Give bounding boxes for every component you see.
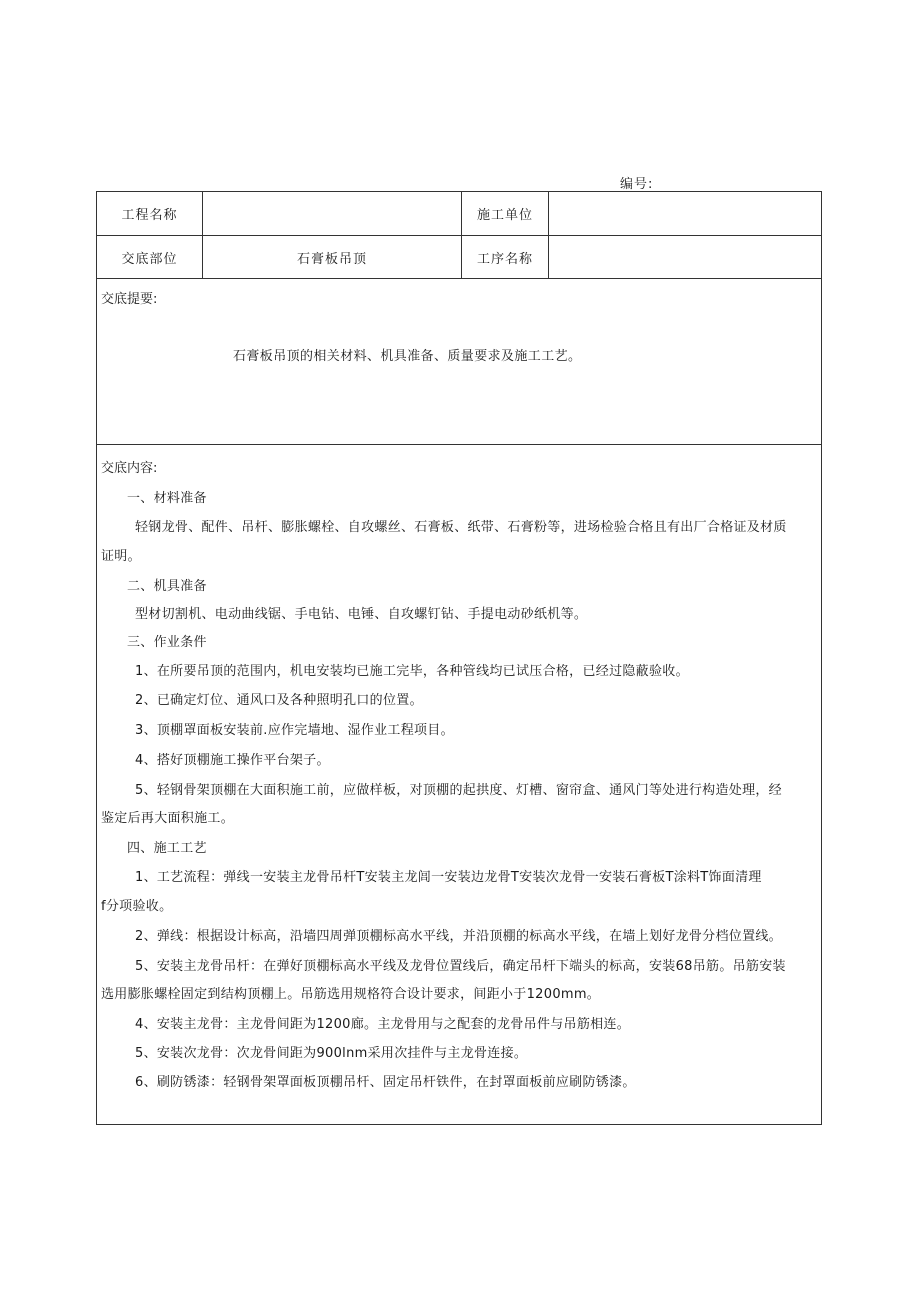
content-line: 4、搭好顶棚施工操作平台架子。 xyxy=(135,753,330,768)
content-line: 2、已确定灯位、通风口及各种照明孔口的位置。 xyxy=(135,693,423,708)
table-row-project xyxy=(97,192,821,236)
heading-tools: 二、机具准备 xyxy=(127,579,207,594)
content-line: 3、顶棚罩面板安装前.应作完墙地、湿作业工程项目。 xyxy=(135,723,454,738)
process-value xyxy=(549,236,823,278)
heading-process: 四、施工工艺 xyxy=(127,841,207,856)
disclosure-form xyxy=(96,191,822,1125)
heading-materials: 一、材料准备 xyxy=(127,491,207,506)
heading-conditions: 三、作业条件 xyxy=(127,635,207,650)
content-label: 交底内容: xyxy=(101,461,158,476)
content-section xyxy=(97,445,821,1125)
content-line: 6、刷防锈漆：轻钢骨架罩面板顶棚吊杆、固定吊杆铁件，在封罩面板前应刷防锈漆。 xyxy=(135,1075,636,1090)
table-row-part xyxy=(97,236,821,279)
content-line: 4、安装主龙骨：主龙骨间距为1200廊。主龙骨用与之配套的龙骨吊件与吊筋相连。 xyxy=(135,1017,631,1032)
summary-text: 石膏板吊顶的相关材料、机具准备、质量要求及施工工艺。 xyxy=(233,349,582,364)
construction-unit-label: 施工单位 xyxy=(462,192,549,235)
content-line: 5、轻钢骨架顶棚在大面积施工前，应做样板，对顶棚的起拱度、灯槽、窗帘盒、通风门等处进行构造处理，经 xyxy=(135,783,782,798)
content-line: 选用膨胀螺栓固定到结构顶棚上。吊筋选用规格符合设计要求，间距小于1200mm。 xyxy=(101,987,601,1002)
content-line: 5、安装次龙骨：次龙骨间距为900lnm采用次挂件与主龙骨连接。 xyxy=(135,1046,528,1061)
summary-section xyxy=(97,279,821,445)
part-value: 石膏板吊顶 xyxy=(203,236,462,278)
summary-label: 交底提要: xyxy=(101,292,158,307)
content-line: f分项验收。 xyxy=(101,899,173,914)
content-line: 轻钢龙骨、配件、吊杆、膨胀螺栓、自攻螺丝、石膏板、纸带、石膏粉等，进场检验合格且有出厂合格证及材质 xyxy=(135,520,787,535)
document-number-label: 编号: xyxy=(620,177,654,192)
construction-unit-value xyxy=(549,192,823,235)
content-line: 型材切割机、电动曲线锯、手电钻、电锤、自攻螺钉钻、手提电动砂纸机等。 xyxy=(135,607,588,622)
content-line: 5、安装主龙骨吊杆：在弹好顶棚标高水平线及龙骨位置线后，确定吊杆下端头的标高，安装68吊筋。吊筋安装 xyxy=(135,959,786,974)
project-name-label: 工程名称 xyxy=(97,192,203,235)
content-line: 1、工艺流程：弹线一安装主龙骨吊杆T安装主龙闾一安装边龙骨T安装次龙骨一安装石膏板T涂料T饰面清理 xyxy=(135,870,762,885)
part-label: 交底部位 xyxy=(97,236,203,278)
process-label: 工序名称 xyxy=(462,236,549,278)
project-name-value xyxy=(203,192,462,235)
content-line: 证明。 xyxy=(101,549,141,564)
content-line: 鉴定后再大面积施工。 xyxy=(101,811,235,826)
content-line: 2、弹线：根据设计标高，沿墙四周弹顶棚标高水平线，并沿顶棚的标高水平线，在墙上划好龙骨分档位置线。 xyxy=(135,929,782,944)
content-line: 1、在所要吊顶的范围内，机电安装均已施工完毕，各种管线均已试压合格，已经过隐蔽验收。 xyxy=(135,664,689,679)
